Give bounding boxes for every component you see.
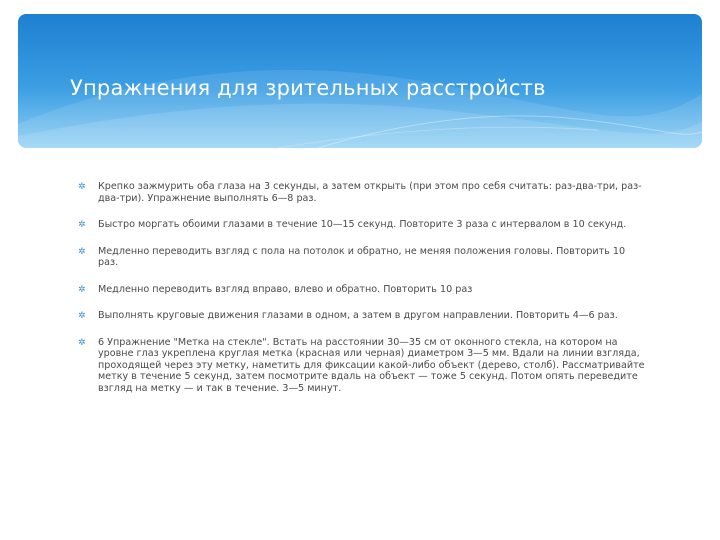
list-item xyxy=(78,337,648,395)
list-item xyxy=(78,219,648,231)
list-item xyxy=(78,246,648,269)
list-item-text: Медленно переводить взгляд вправо, влево и обратно. Повторить 10 раз xyxy=(98,283,473,295)
slide-title: Упражнения для зрительных расстройств xyxy=(70,76,546,100)
list-item-text: Быстро моргать обоими глазами в течение 10—15 секунд. Повторите 3 раза с интервалом в 10 секунд. xyxy=(98,219,627,230)
star-bullet-icon: ✲ xyxy=(78,284,86,295)
star-bullet-icon: ✲ xyxy=(78,337,86,348)
star-bullet-icon: ✲ xyxy=(78,311,86,321)
list-item-text: Медленно переводить взгляд с пола на потолок и обратно, не меняя положения головы. Повторить 10 раз. xyxy=(98,245,626,268)
title-banner xyxy=(18,14,702,148)
star-bullet-icon: ✲ xyxy=(78,220,86,230)
exercise-list xyxy=(78,181,648,409)
list-item xyxy=(78,310,648,322)
star-bullet-icon: ✲ xyxy=(78,182,86,192)
list-item xyxy=(78,181,648,204)
list-item-text: Крепко зажмурить оба глаза на 3 секунды, а затем открыть (при этом про себя считать: раз-два-три, раз-два-три). Упражнение выполнять 6—8 раз. xyxy=(98,181,642,204)
list-item-text: Выполнять круговые движения глазами в одном, а затем в другом направлении. Повторить 4—6 раз. xyxy=(98,310,618,321)
star-bullet-icon: ✲ xyxy=(78,246,86,257)
list-item-text: 6 Упражнение "Метка на стекле". Встать на расстоянии 30—35 см от оконного стекла, на котором на уровне глаз укреплена круглая метка (красная или черная) диаметром 3—5 мм. Вдали на линии взгляда, проходящей через эту метку, наметить для фиксации какой-либо объект (дерево, столб). Рассматривайте метку в течение 5 секунд, затем посмотрите вдаль на объект — тоже 5 секунд. Потом опять переведите взгляд на метку — и так в течение. 3—5 минут. xyxy=(98,336,645,394)
list-item xyxy=(78,284,648,296)
